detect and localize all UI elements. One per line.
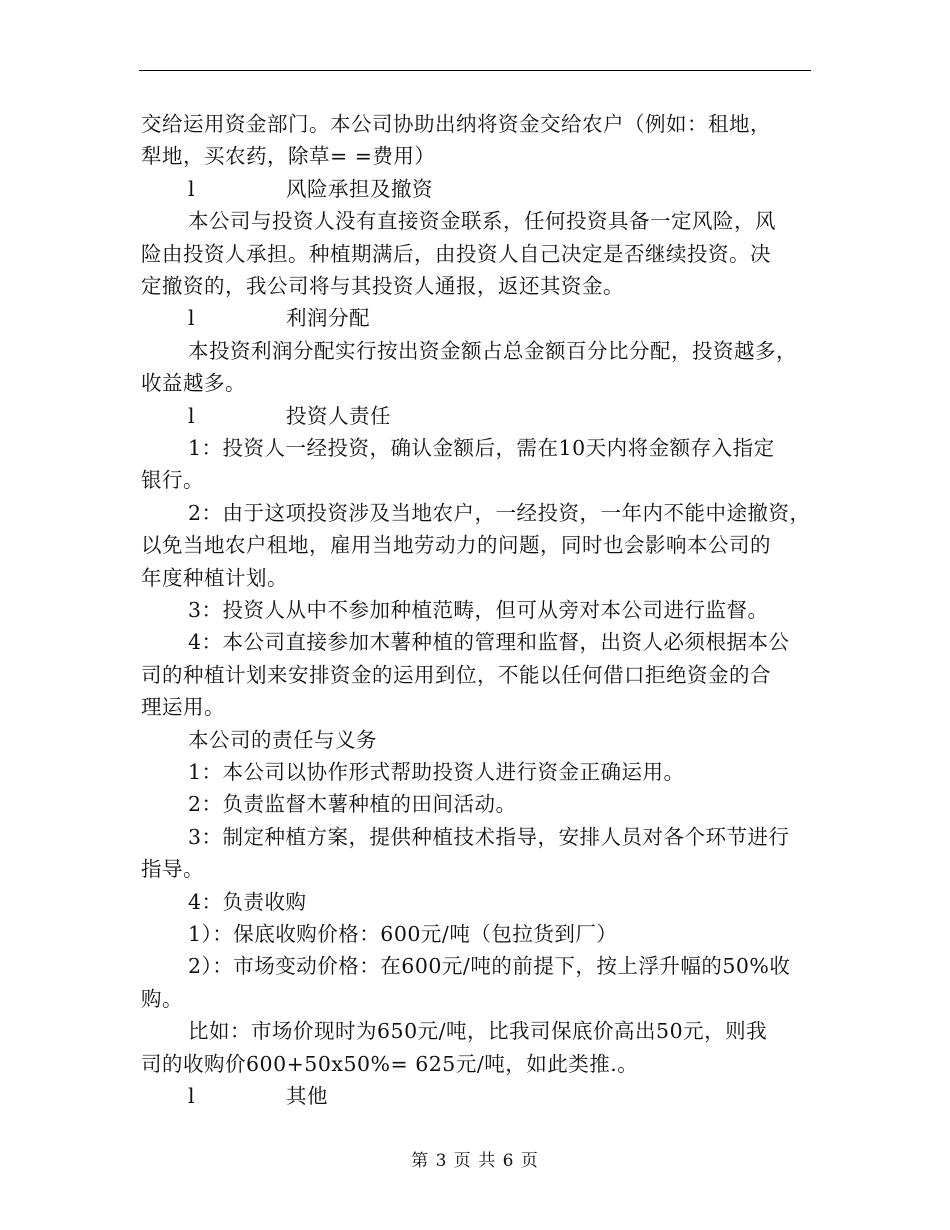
paragraph-line: 交给运用资金部门。本公司协助出纳将资金交给农户（例如：租地， xyxy=(141,112,771,136)
paragraph-line: 1：投资人一经投资，确认金额后，需在10天内将金额存入指定 xyxy=(188,436,775,460)
paragraph-line: 比如：市场价现时为650元/吨，比我司保底价高出50元，则我 xyxy=(188,1019,768,1044)
paragraph-line: 定撤资的，我公司将与其投资人通报，返还其资金。 xyxy=(141,274,624,298)
paragraph-line: 收益越多。 xyxy=(141,371,246,396)
heading-bullet: l xyxy=(188,1084,196,1108)
paragraph-line: 1：本公司以协作形式帮助投资人进行资金正确运用。 xyxy=(188,760,685,784)
paragraph-line: 年度种植计划。 xyxy=(141,565,288,590)
section-heading xyxy=(141,302,813,334)
page-number: 第 3 页 共 6 页 xyxy=(411,1151,539,1171)
paragraph-line: 1）：保底收购价格：600元/吨（包拉货到厂） xyxy=(188,922,618,946)
paragraph-line: 以免当地农户租地，雇用当地劳动力的问题，同时也会影响本公司的 xyxy=(141,533,771,558)
paragraph-line: 本公司与投资人没有直接资金联系，任何投资具备一定风险，风 xyxy=(188,209,776,234)
paragraph-line: 4：本公司直接参加木薯种植的管理和监督，出资人必须根据本公 xyxy=(188,630,790,655)
paragraph-line: 本投资利润分配实行按出资金额占总金额百分比分配，投资越多， xyxy=(188,338,797,363)
section-heading xyxy=(141,173,813,205)
heading-title: 风险承担及撤资 xyxy=(286,176,433,201)
heading-title: 利润分配 xyxy=(286,306,370,331)
paragraph-line: 本公司的责任与义务 xyxy=(188,727,377,752)
paragraph-line: 3：制定种植方案，提供种植技术指导，安排人员对各个环节进行 xyxy=(188,824,790,849)
heading-bullet: l xyxy=(188,306,196,331)
paragraph-line: 犁地，买农药，除草= =费用） xyxy=(141,144,436,169)
paragraph-line: 险由投资人承担。种植期满后，由投资人自己决定是否继续投资。决 xyxy=(141,241,771,266)
paragraph-line: 银行。 xyxy=(141,468,204,493)
heading-title: 其他 xyxy=(286,1084,328,1108)
paragraph-line: 2：由于这项投资涉及当地农户，一经投资，一年内不能中途撤资， xyxy=(188,500,811,525)
paragraph-line: 司的收购价600+50x50%= 625元/吨，如此类推.。 xyxy=(141,1051,639,1076)
paragraph-line: 2：负责监督木薯种植的田间活动。 xyxy=(188,792,517,817)
section-heading xyxy=(141,400,813,432)
paragraph-line: 4：负责收购 xyxy=(188,889,307,914)
paragraph-line: 指导。 xyxy=(141,857,204,882)
heading-title: 投资人责任 xyxy=(286,403,391,428)
paragraph-line: 购。 xyxy=(141,986,183,1011)
paragraph-line: 司的种植计划来安排资金的运用到位，不能以任何借口拒绝资金的合 xyxy=(141,662,771,687)
header-rule xyxy=(139,70,811,71)
heading-bullet: l xyxy=(188,176,196,201)
paragraph-line: 理运用。 xyxy=(141,695,225,720)
paragraph-line: 3：投资人从中不参加种植范畴，但可从旁对本公司进行监督。 xyxy=(188,598,769,622)
paragraph-line: 2）：市场变动价格：在600元/吨的前提下，按上浮升幅的50%收 xyxy=(188,954,791,979)
section-heading xyxy=(141,1080,813,1112)
heading-bullet: l xyxy=(188,403,196,428)
